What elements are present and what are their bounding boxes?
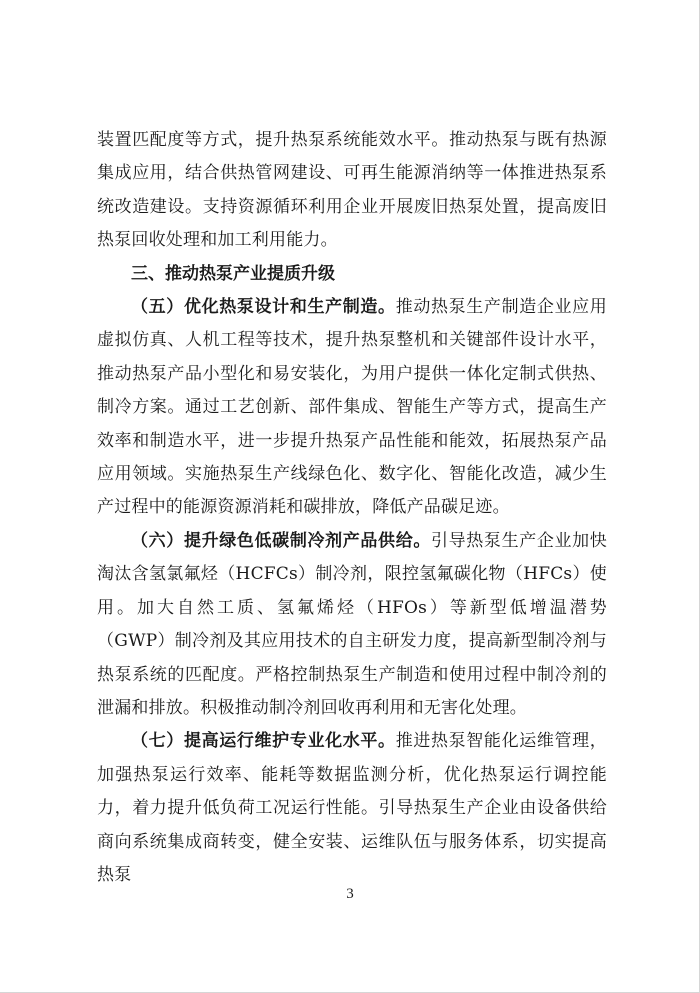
item-text-6: 引导热泵生产企业加快淘汰含氢氯氟烃（HCFCs）制冷剂，限控氢氟碳化物（HFCs）使用。加大自然工质、氢氟烯烃（HFOs）等新型低增温潜势（GWP）制冷剂及其应用技术的自主研发力度，提高新型制冷剂与热泵系统的匹配度。严格控制热泵生产制造和使用过程中制冷剂的泄漏和排放。积极推动制冷剂回收再利用和无害化处理。 <box>97 530 607 718</box>
document-body <box>97 124 607 892</box>
item-paragraph-7 <box>97 725 607 892</box>
continuation-paragraph: 装置匹配度等方式，提升热泵系统能效水平。推动热泵与既有热源集成应用，结合供热管网建设、可再生能源消纳等一体推进热泵系统改造建设。支持资源循环利用企业开展废旧热泵处置，提高废旧热泵回收处理和加工利用能力。 <box>97 130 607 251</box>
item-text-7: 推进热泵智能化运维管理，加强热泵运行效率、能耗等数据监测分析，优化热泵运行调控能力，着力提升低负荷工况运行性能。引导热泵生产企业由设备供给商向系统集成商转变，健全安装、运维队伍与服务体系，切实提高热泵 <box>97 731 608 885</box>
item-paragraph-5 <box>97 291 607 525</box>
item-text-5: 推动热泵生产制造企业应用虚拟仿真、人机工程等技术，提升热泵整机和关键部件设计水平，推动热泵产品小型化和易安装化，为用户提供一体化定制式供热、制冷方案。通过工艺创新、部件集成、智能生产等方式，提高生产效率和制造水平，进一步提升热泵产品性能和能效，拓展热泵产品应用领域。实施热泵生产线绿色化、数字化、智能化改造，减少生产过程中的能源资源消耗和碳排放，降低产品碳足迹。 <box>97 297 608 518</box>
item-paragraph-6 <box>97 525 607 725</box>
item-lead-7: （七）提高运行维护专业化水平。 <box>131 731 396 752</box>
page-number: 3 <box>346 886 354 902</box>
section-heading: 三、推动热泵产业提质升级 <box>131 263 335 284</box>
item-lead-5: （五）优化热泵设计和生产制造。 <box>131 297 396 318</box>
item-lead-6: （六）提升绿色低碳制冷剂产品供给。 <box>131 530 431 551</box>
